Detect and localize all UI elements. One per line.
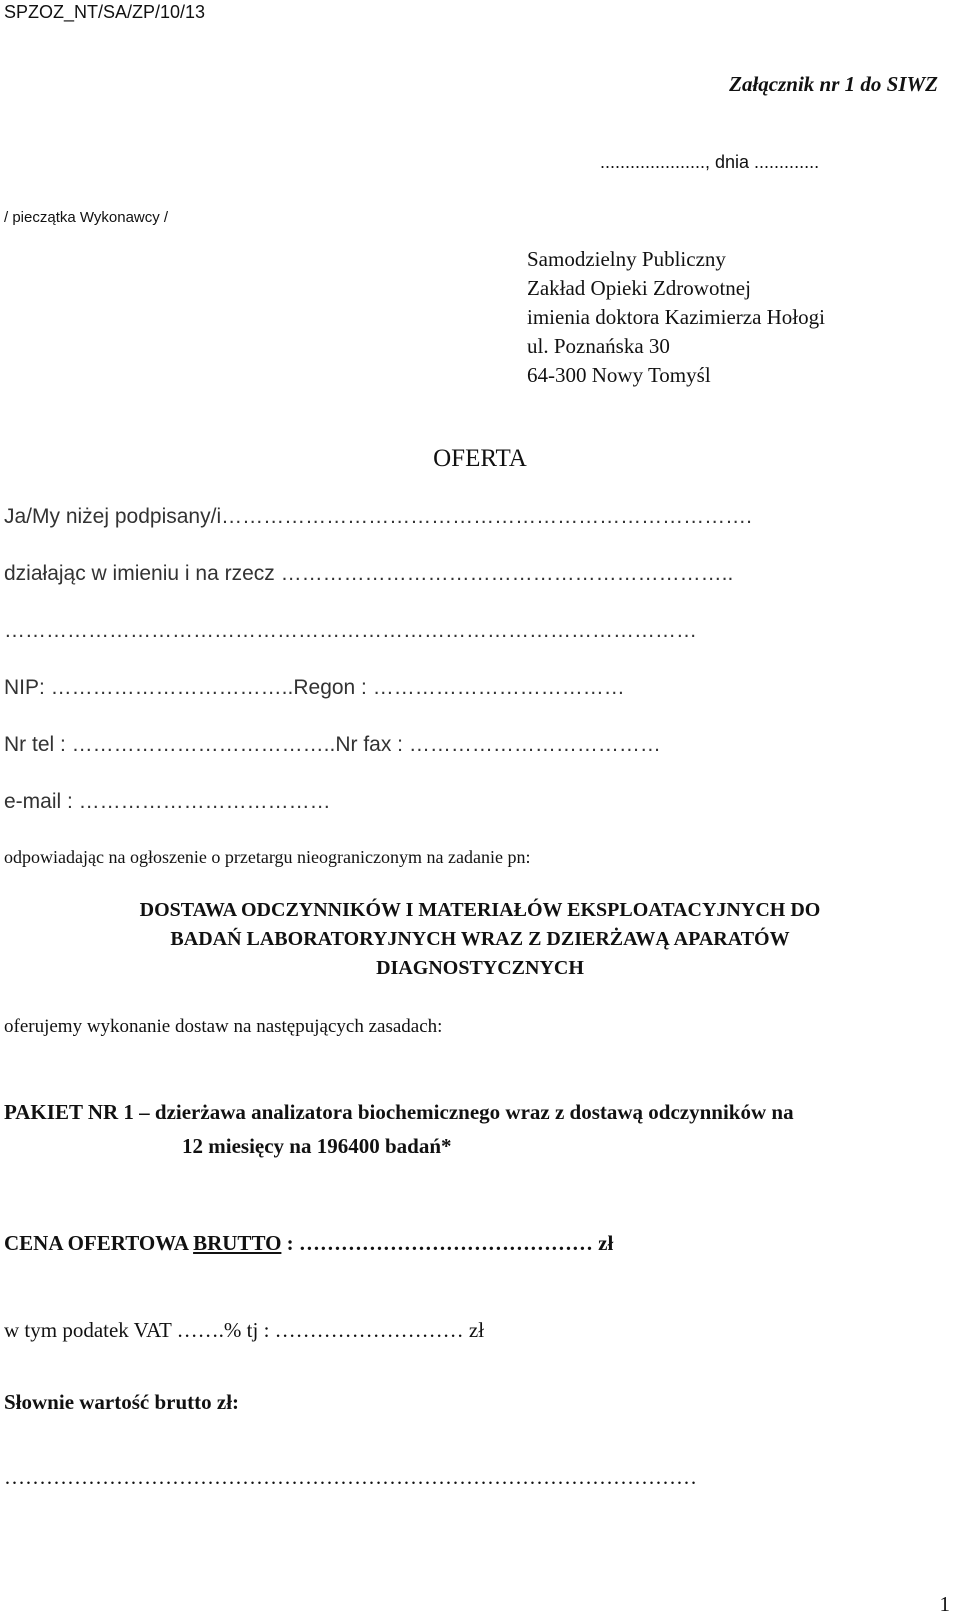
- price-label-brutto: BRUTTO: [193, 1231, 282, 1255]
- subject-line: BADAŃ LABORATORYJNYCH WRAZ Z DZIERŻAWĄ APARATÓW: [170, 928, 790, 950]
- attachment-label: Załącznik nr 1 do SIWZ: [729, 72, 938, 96]
- vat-line: w tym podatek VAT …….% tj : ……………………… zł: [4, 1318, 485, 1342]
- offer-price-line: [4, 1231, 613, 1256]
- acting-for-continuation: ………………………………………………………………………………………: [4, 619, 697, 642]
- offer-text: oferujemy wykonanie dostaw na następujących zasadach:: [4, 1016, 443, 1037]
- package-subtitle: 12 miesięcy na 196400 badań*: [182, 1134, 452, 1158]
- recipient-address: [527, 245, 825, 390]
- contractor-stamp-note: / pieczątka Wykonawcy /: [4, 209, 169, 226]
- document-title: OFERTA: [433, 445, 527, 472]
- signatory-field: Ja/My niżej podpisany/i………………………………………………………………….: [4, 505, 752, 528]
- subject-line: DOSTAWA ODCZYNNIKÓW I MATERIAŁÓW EKSPLOATACYJNYCH DO: [139, 899, 821, 921]
- recipient-line: Samodzielny Publiczny: [527, 247, 726, 271]
- email-field: e-mail : ………………………………: [4, 790, 331, 813]
- package-title: PAKIET NR 1 – dzierżawa analizatora biochemicznego wraz z dostawą odczynników na: [4, 1100, 794, 1124]
- acting-for-field: działając w imieniu i na rzecz ………………………………………………………..: [4, 562, 734, 585]
- document-reference: SPZOZ_NT/SA/ZP/10/13: [4, 2, 206, 22]
- page-number: 1: [939, 1592, 950, 1616]
- nip-regon-field: NIP: ……………………………..Regon : ………………………………: [4, 676, 625, 699]
- intro-text: odpowiadając na ogłoszenie o przetargu nieograniczonym na zadanie pn:: [4, 847, 531, 867]
- price-value-blank: : …………………………………… zł: [281, 1231, 614, 1255]
- tender-subject: [30, 896, 930, 983]
- in-words-blank: ………………………………………………………………………………………: [4, 1465, 697, 1489]
- recipient-line: Zakład Opieki Zdrowotnej: [527, 276, 751, 300]
- in-words-label: Słownie wartość brutto zł:: [4, 1390, 240, 1414]
- price-label: CENA OFERTOWA: [4, 1231, 194, 1255]
- subject-line: DIAGNOSTYCZNYCH: [376, 957, 584, 979]
- recipient-line: 64-300 Nowy Tomyśl: [527, 363, 711, 387]
- tel-fax-field: Nr tel : ………………………………..Nr fax : ………………………………: [4, 733, 661, 756]
- recipient-line: imienia doktora Kazimierza Hołogi: [527, 305, 825, 329]
- recipient-line: ul. Poznańska 30: [527, 334, 670, 358]
- date-line: ....................., dnia .............: [600, 152, 820, 172]
